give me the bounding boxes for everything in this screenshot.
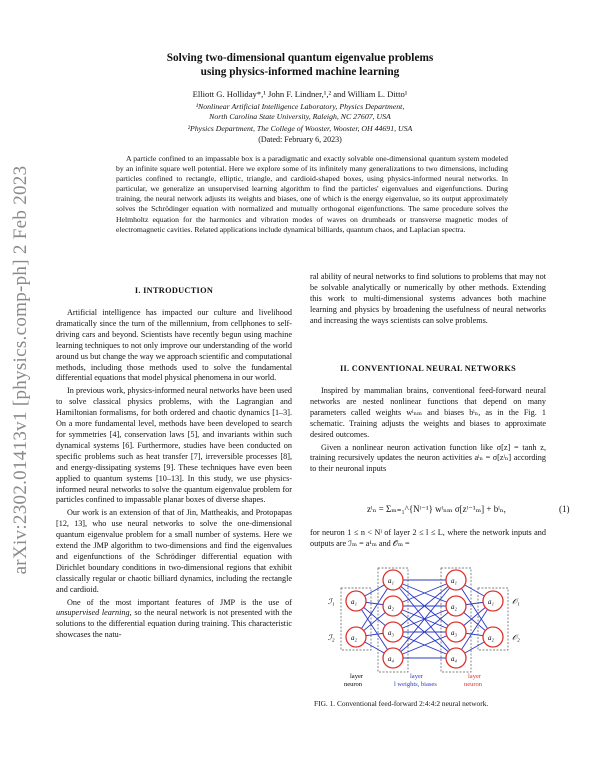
conv-paragraph-3: for neuron 1 ≤ n < Nˡ of layer 2 ≤ l ≤ L, where the network inputs and outputs are ℐₘ = a¹ₘ and 𝒪ₘ = xyxy=(310,528,546,548)
layer-label-mid: layer xyxy=(410,673,423,680)
arxiv-stamp xyxy=(4,90,38,650)
input-label-1: ℐ₁ xyxy=(328,597,335,606)
input-label-2: ℐ₂ xyxy=(328,633,335,642)
arxiv-id: arXiv:2302.01413v1 [physics.comp-ph] 2 Feb 2023 xyxy=(10,165,31,575)
intro-p4-start: One of the most important features of JMP is the use of xyxy=(67,597,292,607)
paper-title xyxy=(0,51,600,79)
title-line-2: using physics-informed machine learning xyxy=(200,66,400,78)
neuron-label-l3-n1: a₁ xyxy=(451,577,457,585)
equation-number: (1) xyxy=(559,504,570,514)
neuron-label-l3-n3: a₃ xyxy=(451,629,457,637)
intro-paragraph-4 xyxy=(56,598,292,642)
weights-label-mid: l weights, biases xyxy=(394,681,437,688)
left-column xyxy=(56,308,292,643)
intro-paragraph-3: Our work is an extension of that of Jin, Mattheakis, and Protopapas [12, 13], who use neural networks to solve the one-dimensional quantum eigenvalue problem for a small number of systems. Here we extend the JMP algorithm to two-dimensions and find the eigenvalues and eigenfunctions of the Schrödinger differential equation with Dirichlet boundary conditions in two-dimensional regions that exhibit classically regular or chaotic billiard dynamics, including the rectangle and cardioid. xyxy=(56,508,292,594)
section-heading-introduction: I. INTRODUCTION xyxy=(134,286,214,295)
right-column xyxy=(310,386,546,477)
right-column-continuation xyxy=(310,272,546,329)
layer-label-right: layer xyxy=(468,673,481,680)
affiliation-1-line-2: North Carolina State University, Raleigh, NC 27607, USA xyxy=(209,112,391,121)
affiliation-1 xyxy=(0,102,600,122)
abstract: A particle confined to an impassable box is a paradigmatic and exactly solvable one-dimensional quantum system modeled by an infinite square well potential. Here we explore some of its infinitely many generalizations to two dimensions, including particles confined to rectangle, elliptic, triangle, and cardioid-shaped boxes, using physics-informed neural networks. In particular, we generalize an unsupervised learning algorithm to find the particles' eigenvalues and eigenfunctions. During training, the neural network adjusts its weights and biases, one of which is the energy eigenvalue, so its output approximately solves the Schrödinger equation with normalized and mutually orthogonal eigenfunctions. The same procedure solves the Helmholtz equation for the harmonics and vibration modes of waves on drumheads or transverse magnetic modes of electromagnetic cavities. Related applications include dynamical billiards, quantum chaos, and Laplacian spectra. xyxy=(116,154,508,234)
neuron-label-l3-n2: a₂ xyxy=(451,603,457,611)
neuron-label-l4-n2: a₂ xyxy=(488,634,494,642)
neuron-label-l2-n1: a₁ xyxy=(388,577,394,585)
neuron-label-l1-n1: a₁ xyxy=(351,598,357,606)
conv-paragraph-1: Inspired by mammalian brains, conventional feed-forward neural networks are nested nonlinear functions that depend on many parameters called weights wˡₙₘ and biases bˡₙ, as in the Fig. 1 schematic. Training adjusts the weights and biases to approximate desired outcomes. xyxy=(310,386,546,439)
figure-caption: FIG. 1. Conventional feed-forward 2:4:4:2 neural network. xyxy=(314,699,489,708)
intro-p4-emphasis: unsupervised learning xyxy=(56,608,130,618)
neuron-label-left: neuron xyxy=(344,681,363,688)
title-line-1: Solving two-dimensional quantum eigenvalue problems xyxy=(166,52,434,64)
intro-paragraph-2: In previous work, physics-informed neural networks have been used to solve classical physics problems, with the Lagrangian and Hamiltonian formalisms, for both ordered and chaotic dynamics [1–3]. On a more fundamental level, methods have been developed to search for symmetries [4], conservation laws [5], and invariants within such dynamical systems [6]. Furthermore, studies have been conducted on specific problems such as heat transfer [7], irreversible processes [8], and energy-dissipating systems [9]. These techniques have even been applied to quantum systems [10–13]. In this study, we use physics-informed neural networks to solve the quantum eigenvalue problem for particles confined to impassable planar boxes of diverse shapes. xyxy=(56,386,292,505)
output-label-1: 𝒪₁ xyxy=(512,597,520,606)
continuation-paragraph: ral ability of neural networks to find solutions to problems that may not be solvable analytically or numerically by other methods. Extending this work to multi-dimensional systems advances both machine learning and physics by broadening the usefulness of neural networks and increasing the ways scientists can solve problems. xyxy=(310,272,546,325)
neuron-label-l2-n2: a₂ xyxy=(388,603,394,611)
affiliation-1-line-1: ¹Nonlinear Artificial Intelligence Laboratory, Physics Department, xyxy=(195,102,405,111)
neuron-label-l2-n3: a₃ xyxy=(388,629,394,637)
layer-label-left: layer xyxy=(350,673,363,680)
date-line: (Dated: February 6, 2023) xyxy=(258,135,342,144)
neural-network-figure xyxy=(326,560,526,694)
neuron-label-l4-n1: a₁ xyxy=(488,598,494,606)
conv-paragraph-2: Given a nonlinear neuron activation function like σ[z] = tanh z, training recursively updates the neuron activities aˡₙ = σ[zˡₙ] according to their neuronal inputs xyxy=(310,442,546,474)
output-label-2: 𝒪₂ xyxy=(512,633,520,642)
affiliation-2: ²Physics Department, The College of Wooster, Wooster, OH 44691, USA xyxy=(187,124,413,133)
neuron-label-l2-n4: a₄ xyxy=(388,655,394,663)
intro-p4-end: , so the neural network is not presented with the solutions to the differential equation during training. This characteristic showcases the natu- xyxy=(56,608,292,640)
section-heading-neural-networks: II. CONVENTIONAL NEURAL NETWORKS xyxy=(339,364,517,373)
neuron-label-right: neuron xyxy=(464,681,483,688)
authors: Elliott G. Holliday*,¹ John F. Lindner,¹,² and William L. Ditto¹ xyxy=(192,89,408,99)
equation-body: zˡₙ = Σₘ₌₁^{Nˡ⁻¹} wˡₙₘ σ[zˡ⁻¹ₘ] + bˡₙ, xyxy=(367,504,506,514)
neuron-label-l1-n2: a₂ xyxy=(351,634,357,642)
neuron-label-l3-n4: a₄ xyxy=(451,655,457,663)
intro-paragraph-1: Artificial intelligence has impacted our culture and livelihood dramatically since the turn of the millennium, from cellphones to self-driving cars and beyond. Scientists have recently begun using machine learning techniques to not only improve our understanding of the world around us but change the way we approach scientific and computational methods, including those methods used to solve the fundamental differential equations that model physical phenomena in our world. xyxy=(56,308,292,383)
network-edges xyxy=(356,580,493,658)
right-column-after-eq xyxy=(310,528,546,552)
